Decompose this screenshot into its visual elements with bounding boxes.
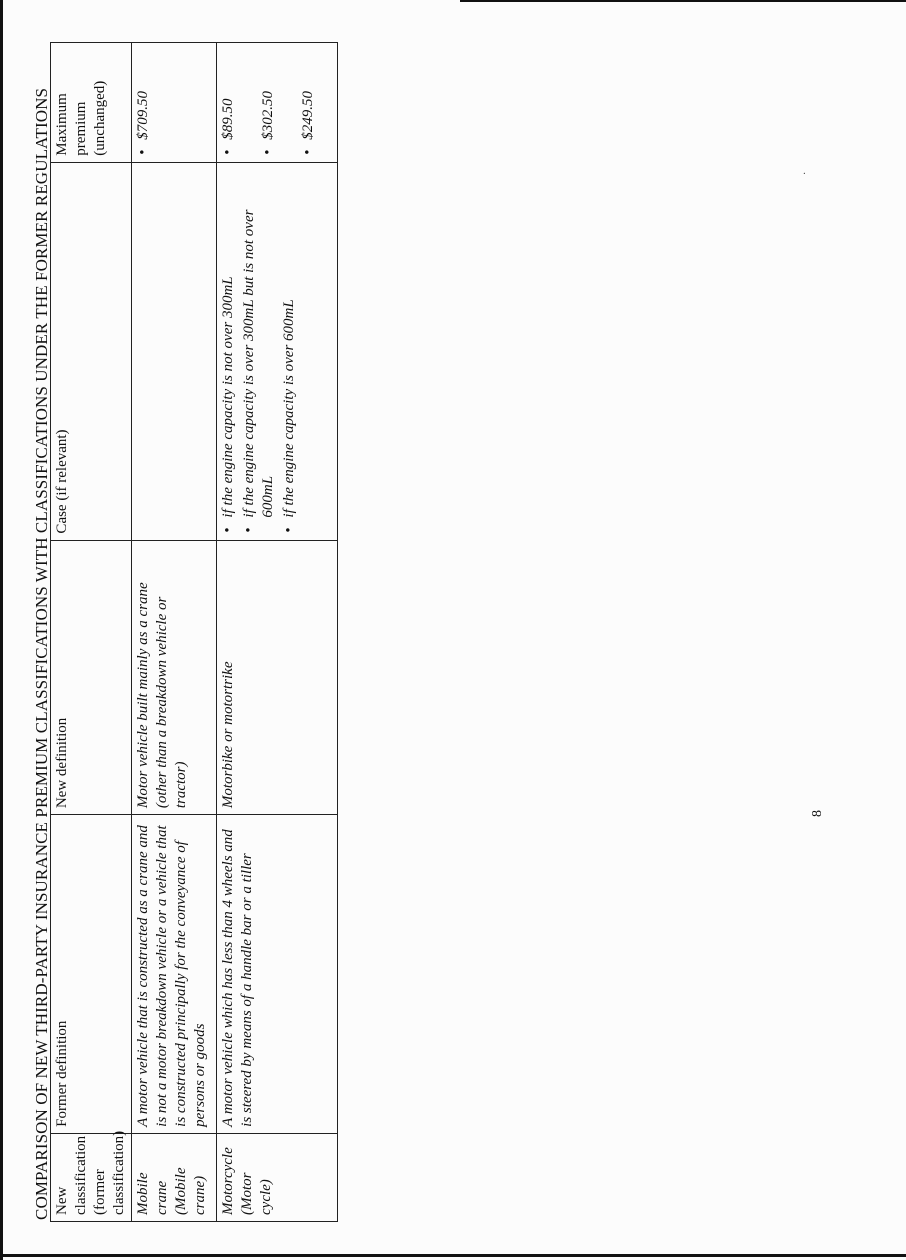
case-cell [217, 162, 338, 540]
classification-cell: Mobile crane (Mobile crane) [132, 1133, 217, 1221]
scan-edge-top [460, 0, 906, 2]
case-cell [132, 162, 217, 540]
premium-value: • $302.50 [259, 49, 278, 140]
table-row [132, 43, 217, 1222]
case-item: • if the engine capacity is over 300mL but is not over 600mL [240, 169, 278, 518]
premium-value: • $249.50 [299, 49, 318, 140]
new-definition-cell: Motor vehicle built mainly as a crane (other than a breakdown vehicle or tractor) [132, 540, 217, 815]
header-new-definition: New definition [51, 540, 132, 815]
premium-value: • $709.50 [134, 49, 153, 140]
header-case: Case (if relevant) [51, 162, 132, 540]
scan-speck: · [800, 171, 811, 175]
header-max-premium: Maximum premium (unchanged) [51, 43, 132, 163]
case-item: • if the engine capacity is over 600mL [280, 169, 299, 518]
premium-value: • $89.50 [219, 49, 238, 140]
scan-edge-left [0, 0, 3, 1260]
header-former-definition: Former definition [51, 815, 132, 1134]
classification-cell: Motorcycle (Motor cycle) [217, 1133, 338, 1221]
case-item: • if the engine capacity is not over 300mL [219, 169, 238, 518]
scan-edge-bottom [0, 1254, 906, 1257]
new-definition-cell: Motorbike or motortrike [217, 540, 338, 815]
premium-cell [217, 43, 338, 163]
table-row [217, 43, 338, 1222]
former-definition-cell: A motor vehicle that is constructed as a crane and is not a motor breakdown vehicle or a vehicle that is constructed principally for the conveyance of persons or goods [132, 815, 217, 1134]
premium-cell [132, 43, 217, 163]
page-number: 8 [810, 810, 825, 817]
former-definition-cell: A motor vehicle which has less than 4 wheels and is steered by means of a handle bar or a tiller [217, 815, 338, 1134]
document-title: COMPARISON OF NEW THIRD-PARTY INSURANCE PREMIUM CLASSIFICATIONS WITH CLASSIFICATIONS UNDER THE FORMER REGULATIONS [32, 87, 51, 1220]
table-header-row [51, 43, 132, 1222]
header-new-classification: New classification (former classification) [51, 1133, 132, 1221]
comparison-table [50, 42, 338, 1222]
